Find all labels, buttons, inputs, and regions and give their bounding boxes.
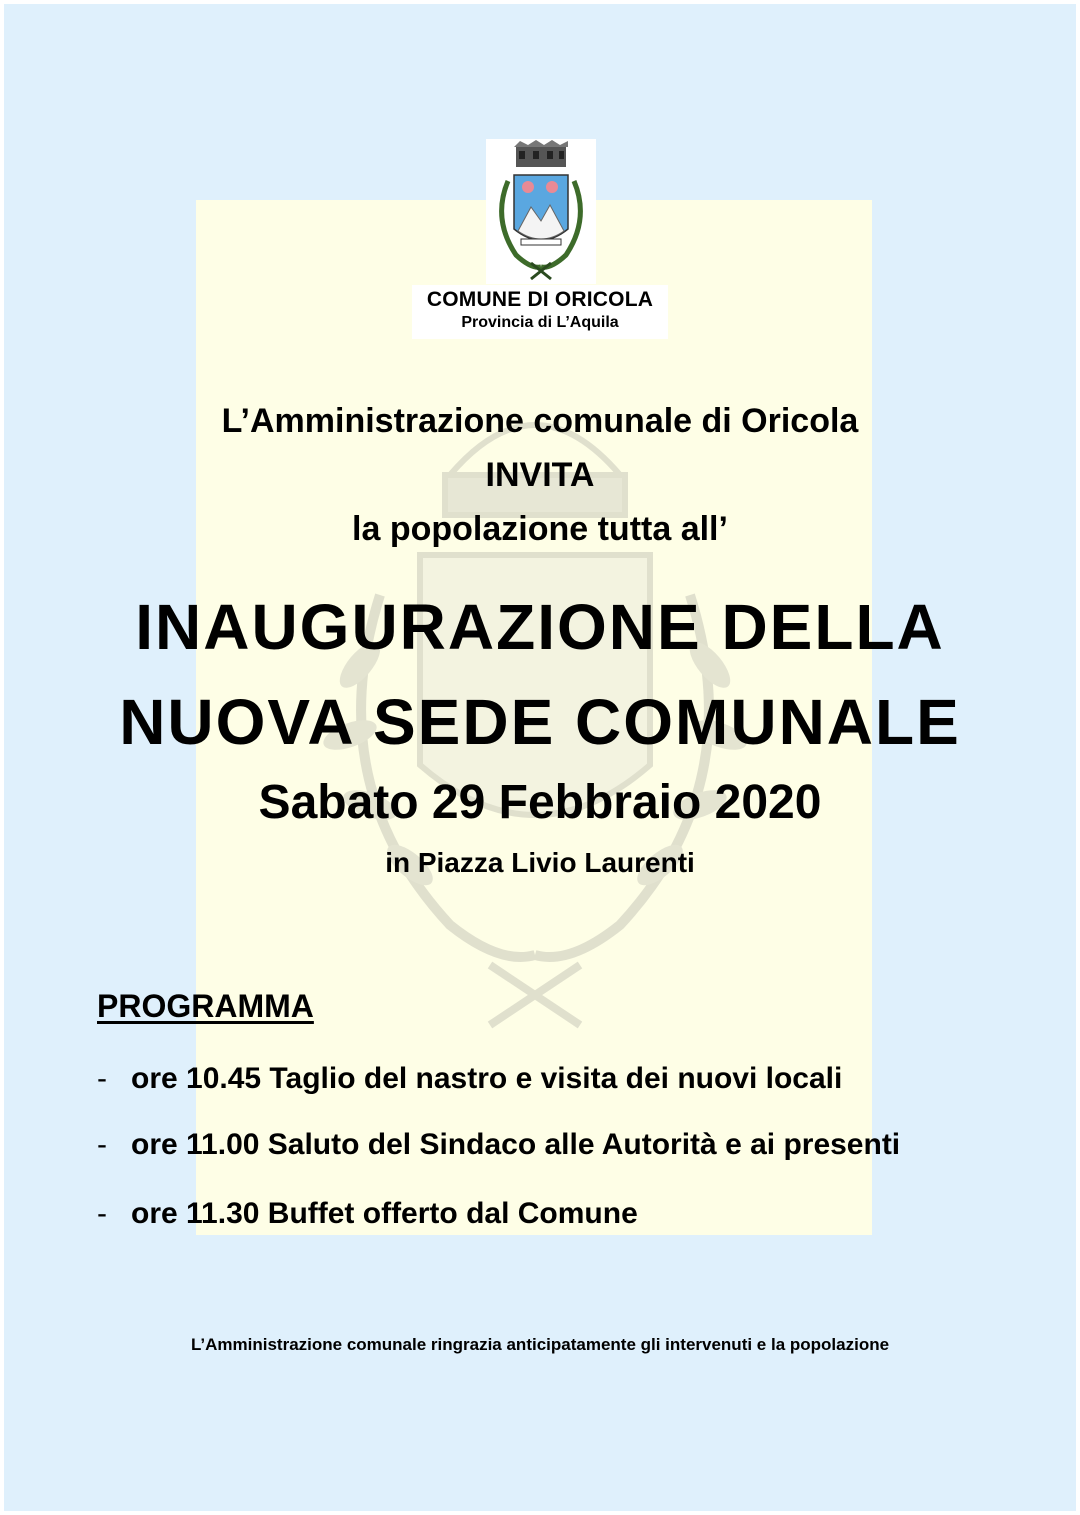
program-item (97, 1128, 900, 1162)
program-bullet: - (97, 1062, 107, 1095)
footer-note: L’Amministrazione comunale ringrazia anticipatamente gli intervenuti e la popolazione (190, 1335, 890, 1354)
organization-province: Provincia di L’Aquila (461, 314, 619, 331)
program-item-text: ore 11.00 Saluto del Sindaco alle Autorità e ai presenti (131, 1128, 901, 1161)
event-date: Sabato 29 Febbraio 2020 (258, 776, 822, 829)
program-item (97, 1062, 842, 1096)
program-heading: PROGRAMMA (97, 988, 314, 1024)
program-bullet: - (97, 1128, 107, 1161)
organization-name: COMUNE DI ORICOLA (426, 288, 654, 311)
program-item-text: ore 11.30 Buffet offerto dal Comune (131, 1197, 638, 1230)
crest-logo (486, 139, 596, 284)
coat-of-arms-icon (486, 139, 596, 284)
program-item-text: ore 10.45 Taglio del nastro e visita dei nuovi locali (131, 1062, 843, 1095)
event-place: in Piazza Livio Laurenti (385, 847, 695, 878)
organization-block (412, 285, 668, 339)
event-title-line-2: NUOVA SEDE COMUNALE (119, 686, 961, 758)
program-item (97, 1197, 638, 1231)
program-bullet: - (97, 1197, 107, 1230)
invitation-line-2: INVITA (485, 456, 595, 494)
invitation-line-3: la popolazione tutta all’ (352, 510, 728, 548)
invitation-line-1: L’Amministrazione comunale di Oricola (221, 402, 859, 440)
event-title-line-1: INAUGURAZIONE DELLA (135, 591, 945, 663)
